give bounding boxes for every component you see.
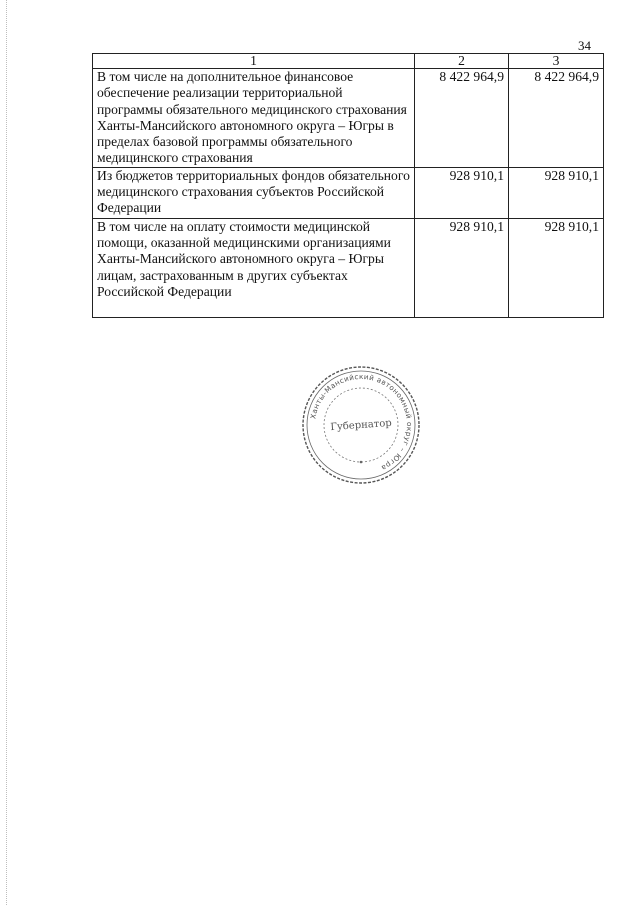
table-header-row bbox=[93, 54, 604, 69]
row-description: В том числе на оплату стоимости медицинской помощи, оказанной медицинскими организациями Ханты-Мансийского автономного округа – Югры лицам, застрахованным в других субъектах Российской Федерации bbox=[93, 218, 415, 317]
row-value-col3: 8 422 964,9 bbox=[509, 69, 604, 168]
row-value-col2: 928 910,1 bbox=[415, 167, 509, 218]
table-row bbox=[93, 167, 604, 218]
table-row bbox=[93, 218, 604, 317]
official-seal-stamp bbox=[300, 364, 422, 486]
row-description: В том числе на дополнительное финансовое обеспечение реализации территориальной программы обязательного медицинского страхования Ханты-Мансийского автономного округа – Югры в пределах базовой программы обязательного медицинского страхования bbox=[93, 69, 415, 168]
column-header-2: 2 bbox=[415, 54, 509, 69]
page-number: 34 bbox=[578, 38, 591, 53]
table-row bbox=[93, 69, 604, 168]
stamp-ring-text: Ханты-Мансийский автономный округ – Югра bbox=[308, 371, 415, 473]
budget-table bbox=[92, 53, 604, 318]
row-description: Из бюджетов территориальных фондов обязательного медицинского страхования субъектов Российской Федерации bbox=[93, 167, 415, 218]
row-value-col2: 928 910,1 bbox=[415, 218, 509, 317]
row-value-col3: 928 910,1 bbox=[509, 218, 604, 317]
column-header-3: 3 bbox=[509, 54, 604, 69]
scan-edge-line bbox=[6, 0, 8, 905]
column-header-1: 1 bbox=[93, 54, 415, 69]
row-value-col2: 8 422 964,9 bbox=[415, 69, 509, 168]
stamp-center-text: Губернатор bbox=[330, 417, 393, 434]
stamp-dot bbox=[360, 461, 363, 464]
row-value-col3: 928 910,1 bbox=[509, 167, 604, 218]
